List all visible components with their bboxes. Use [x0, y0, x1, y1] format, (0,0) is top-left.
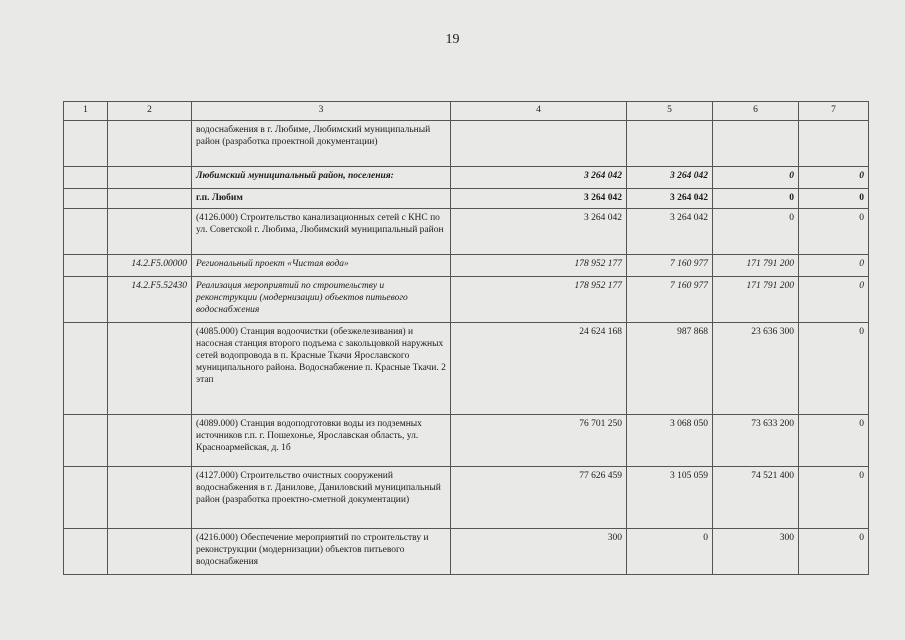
cell-total: 300 — [451, 529, 627, 575]
cell-description: (4085.000) Станция водоочистки (обезжелезивания) и насосная станция второго подъема с закольцовкой наружных сетей водопровода в п. Красные Ткачи Ярославского муниципального района. Водоснабжение п. Красные Ткачи. 2 этап — [192, 323, 451, 415]
cell-federal: 73 633 200 — [713, 415, 799, 467]
cell-col1 — [64, 467, 108, 529]
cell-description: Любимский муниципальный район, поселения: — [192, 167, 451, 189]
cell-code — [108, 415, 192, 467]
cell-other: 0 — [799, 529, 869, 575]
table-row — [64, 121, 869, 167]
cell-description: г.п. Любим — [192, 189, 451, 209]
cell-col1 — [64, 323, 108, 415]
table-row — [64, 209, 869, 255]
cell-regional: 7 160 977 — [627, 255, 713, 277]
cell-total: 76 701 250 — [451, 415, 627, 467]
budget-table — [63, 101, 869, 575]
cell-regional: 0 — [627, 529, 713, 575]
cell-col1 — [64, 121, 108, 167]
cell-description: (4089.000) Станция водоподготовки воды из подземных источников г.п. г. Пошехонье, Ярославская область, ул. Красноармейская, д. 1б — [192, 415, 451, 467]
cell-other: 0 — [799, 277, 869, 323]
header-row — [64, 102, 869, 121]
cell-col1 — [64, 529, 108, 575]
cell-total: 178 952 177 — [451, 255, 627, 277]
col-header-2: 2 — [108, 102, 192, 121]
cell-total — [451, 121, 627, 167]
cell-federal — [713, 121, 799, 167]
cell-code — [108, 121, 192, 167]
cell-description: Реализация мероприятий по строительству и реконструкции (модернизации) объектов питьевого водоснабжения — [192, 277, 451, 323]
cell-federal: 0 — [713, 167, 799, 189]
cell-other: 0 — [799, 467, 869, 529]
cell-code — [108, 467, 192, 529]
cell-total: 24 624 168 — [451, 323, 627, 415]
cell-description: водоснабжения в г. Любиме, Любимский муниципальный район (разработка проектной документации) — [192, 121, 451, 167]
cell-code — [108, 529, 192, 575]
cell-other: 0 — [799, 189, 869, 209]
cell-regional: 3 264 042 — [627, 167, 713, 189]
cell-federal: 171 791 200 — [713, 277, 799, 323]
cell-total: 3 264 042 — [451, 209, 627, 255]
cell-col1 — [64, 415, 108, 467]
cell-regional: 3 105 059 — [627, 467, 713, 529]
cell-col1 — [64, 189, 108, 209]
col-header-5: 5 — [627, 102, 713, 121]
table-row — [64, 277, 869, 323]
cell-total: 3 264 042 — [451, 189, 627, 209]
cell-col1 — [64, 209, 108, 255]
cell-regional — [627, 121, 713, 167]
cell-regional: 3 068 050 — [627, 415, 713, 467]
page-number: 19 — [445, 32, 460, 47]
cell-federal: 0 — [713, 209, 799, 255]
col-header-1: 1 — [64, 102, 108, 121]
cell-other: 0 — [799, 255, 869, 277]
cell-description: (4126.000) Строительство канализационных сетей с КНС по ул. Советской г. Любима, Любимский муниципальный район — [192, 209, 451, 255]
cell-regional: 3 264 042 — [627, 209, 713, 255]
cell-other — [799, 121, 869, 167]
cell-regional: 987 868 — [627, 323, 713, 415]
cell-federal: 171 791 200 — [713, 255, 799, 277]
table-row — [64, 323, 869, 415]
table-row — [64, 529, 869, 575]
cell-col1 — [64, 167, 108, 189]
col-header-7: 7 — [799, 102, 869, 121]
cell-other: 0 — [799, 323, 869, 415]
cell-total: 178 952 177 — [451, 277, 627, 323]
cell-description: Региональный проект «Чистая вода» — [192, 255, 451, 277]
cell-other: 0 — [799, 167, 869, 189]
cell-federal: 74 521 400 — [713, 467, 799, 529]
cell-other: 0 — [799, 209, 869, 255]
cell-code — [108, 189, 192, 209]
table-row — [64, 255, 869, 277]
cell-description: (4127.000) Строительство очистных сооружений водоснабжения в г. Данилове, Даниловский муниципальный район (разработка проектно-сметной документации) — [192, 467, 451, 529]
cell-regional: 7 160 977 — [627, 277, 713, 323]
cell-code — [108, 209, 192, 255]
table-row — [64, 415, 869, 467]
col-header-3: 3 — [192, 102, 451, 121]
cell-code — [108, 323, 192, 415]
cell-total: 3 264 042 — [451, 167, 627, 189]
cell-code — [108, 167, 192, 189]
table-row — [64, 167, 869, 189]
cell-code: 14.2.F5.52430 — [108, 277, 192, 323]
cell-total: 77 626 459 — [451, 467, 627, 529]
cell-other: 0 — [799, 415, 869, 467]
cell-federal: 23 636 300 — [713, 323, 799, 415]
cell-col1 — [64, 277, 108, 323]
cell-federal: 300 — [713, 529, 799, 575]
col-header-4: 4 — [451, 102, 627, 121]
cell-regional: 3 264 042 — [627, 189, 713, 209]
col-header-6: 6 — [713, 102, 799, 121]
cell-col1 — [64, 255, 108, 277]
table-row — [64, 467, 869, 529]
table-row — [64, 189, 869, 209]
cell-code: 14.2.F5.00000 — [108, 255, 192, 277]
cell-federal: 0 — [713, 189, 799, 209]
cell-description: (4216.000) Обеспечение мероприятий по строительству и реконструкции (модернизации) объектов питьевого водоснабжения — [192, 529, 451, 575]
